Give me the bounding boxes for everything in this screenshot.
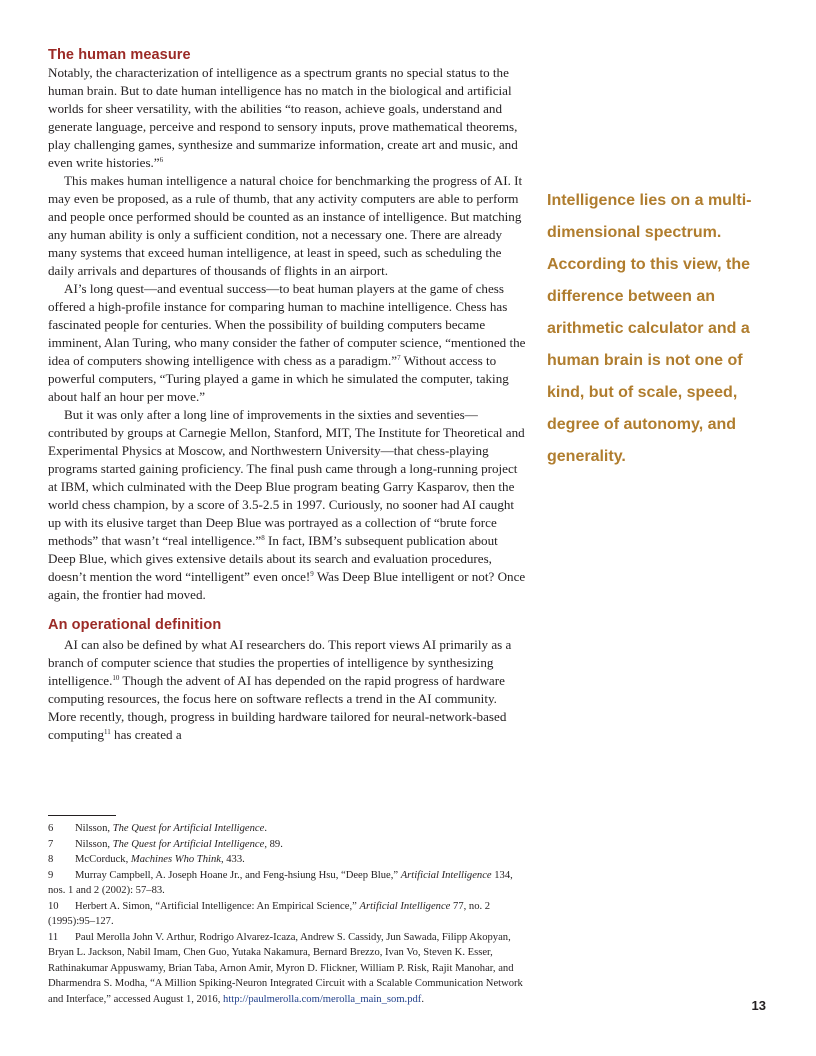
footnote-8: 8 McCorduck, Machines Who Think, 433. bbox=[48, 854, 245, 865]
footnote-link[interactable]: http://paulmerolla.com/merolla_main_som.pdf bbox=[223, 993, 422, 1005]
footnote-ref[interactable]: 11 bbox=[104, 728, 111, 736]
paragraph-text: In fact, IBM’s subsequent publication about Deep Blue, which gives extensive details about its search and evaluation procedures, doesn’t mention the word “intelligent” even once! bbox=[48, 533, 498, 584]
paragraph-text: has created a bbox=[110, 727, 182, 742]
paragraph: This makes human intelligence a natural choice for benchmarking the progress of AI. It may even be proposed, as a rule of thumb, that any activity computers are able to perform and people once performed should be counted as an instance of intelligence. But matching any human ability is only a sufficient condition, not a necessary one. There are already many systems that exceed human intelligence, at least in speed, such as scheduling the daily arrivals and departures of thousands of flights in an airport. bbox=[48, 173, 523, 278]
paragraph-text: But it was only after a long line of improvements in the sixties and seventies—contributed by groups at Carnegie Mellon, Stanford, MIT, The Institute for Theoretical and Experimental Physics at Moscow, and Northwestern University—that chess-playing programs started gaining proficiency. The final push came through a long-running project at IBM, which culminated with the Deep Blue program beating Garry Kasparov, then the world chess champion, by a score of 3.5-2.5 in 1997. Curiously, no sooner had AI caught up with its elusive target than Deep Blue was portrayed as a collection of “brute force methods” that wasn’t “real intelligence.” bbox=[48, 407, 525, 548]
footnote-divider bbox=[48, 815, 116, 816]
main-column bbox=[48, 46, 526, 744]
paragraph-text: AI’s long quest—and eventual success—to beat human players at the game of chess offered a high-profile instance for comparing human to machine intelligence. Chess has fascinated people for centuries. When the possibility of building computers became imminent, Alan Turing, who many consider the father of computer science, “mentioned the idea of computers showing intelligence with chess as a paradigm.” bbox=[48, 281, 526, 368]
paragraph-text: AI can also be defined by what AI researchers do. This report views AI primarily as a branch of computer science that studies the properties of intelligence by synthesizing intelligence. bbox=[48, 637, 512, 688]
footnote-ref[interactable]: 7 bbox=[397, 354, 401, 362]
paragraph bbox=[48, 406, 526, 604]
paragraph bbox=[48, 64, 526, 172]
footnote-11: 11 Paul Merolla John V. Arthur, Rodrigo Alvarez-Icaza, Andrew S. Cassidy, Jun Sawada, Filipp Akopyan, Bryan L. Jackson, Nabil Imam, Chen Guo, Yutaka Nakamura, Bernard Brezzo, Ivan Vo, Steven K. Esser, Rathinakumar Appuswamy, Brian Taba, Arnon Amir, Myron D. Flickner, William P. Risk, Rajit Manohar, and Dharmendra S. Modha, “A Million Spiking-Neuron Integrated Circuit with a Scalable Communication Network and Interface,” accessed August 1, 2016, http://paulmerolla.com/merolla_main_som.pdf. bbox=[48, 931, 523, 1005]
footnote-9: 9 Murray Campbell, A. Joseph Hoane Jr., and Feng-hsiung Hsu, “Deep Blue,” Artificial Intelligence 134, nos. 1 and 2 (2002): 57–83. bbox=[48, 869, 513, 896]
section-heading-operational-definition: An operational definition bbox=[48, 617, 222, 633]
footnote-ref[interactable]: 9 bbox=[310, 570, 314, 578]
footnote-ref[interactable]: 10 bbox=[112, 674, 120, 682]
page-number: 13 bbox=[751, 998, 766, 1013]
section-heading-human-measure: The human measure bbox=[48, 47, 191, 63]
footnote-ref[interactable]: 8 bbox=[261, 534, 265, 542]
paragraph-text: Though the advent of AI has depended on the rapid progress of hardware computing resources, the focus here on software reflects a trend in the AI community. More recently, though, progress in building hardware tailored for neural-network-based computing bbox=[48, 673, 507, 742]
paragraph bbox=[48, 280, 526, 406]
pull-quote: Intelligence lies on a multi-dimensional spectrum. According to this view, the difference between an arithmetic calculator and a human brain is not one of kind, but of scale, speed, degree of autonomy, and generality. bbox=[547, 192, 752, 465]
paragraph-text: Was Deep Blue intelligent or not? Once again, the frontier had moved. bbox=[48, 569, 526, 602]
paragraph bbox=[48, 636, 526, 744]
footnote-10: 10 Herbert A. Simon, “Artificial Intelligence: An Empirical Science,” Artificial Intelligence 77, no. 2 (1995):95–127. bbox=[48, 900, 491, 927]
paragraph-text: Without access to powerful computers, “Turing played a game in which he simulated the computer, taking about half an hour per move.” bbox=[48, 353, 509, 404]
footnote-6: 6 Nilsson, The Quest for Artificial Intelligence. bbox=[48, 823, 267, 834]
footnote-ref[interactable]: 6 bbox=[159, 156, 164, 164]
footnotes bbox=[48, 821, 526, 1007]
footnote-7: 7 Nilsson, The Quest for Artificial Intelligence, 89. bbox=[48, 838, 283, 850]
paragraph-text: Notably, the characterization of intelligence as a spectrum grants no special status to the human brain. But to date human intelligence has no match in the biological and artificial worlds for sheer versatility, with the abilities “to reason, achieve goals, understand and generate language, perceive and respond to sensory inputs, prove mathematical theorems, play challenging games, synthesize and summarize information, create art and music, and even write histories.” bbox=[48, 65, 518, 170]
